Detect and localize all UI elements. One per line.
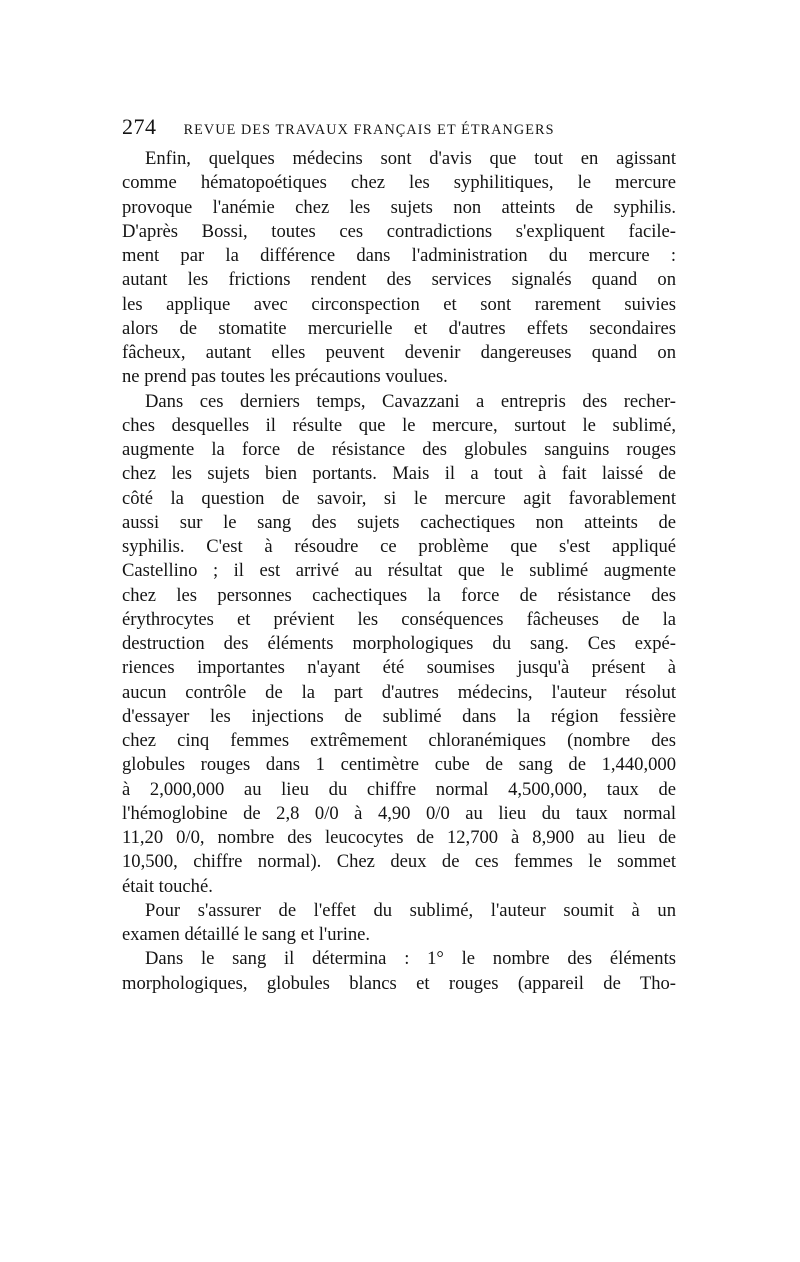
page-number: 274: [122, 114, 157, 139]
text-line: érythrocytes et prévient les conséquences fâcheuses de la: [122, 608, 676, 630]
text-line: l'hémoglobine de 2,8 0/0 à 4,90 0/0 au lieu du taux normal: [122, 802, 676, 824]
text-line: ches desquelles il résulte que le mercure, surtout le sublimé,: [122, 414, 676, 436]
paragraph-1: [122, 147, 676, 390]
text-line: Castellino ; il est arrivé au résultat que le sublimé augmente: [122, 560, 676, 582]
text-line: chez cinq femmes extrêmement chloranémiques (nombre des: [122, 730, 676, 751]
text-line: autant les frictions rendent des services signalés quand on: [122, 269, 676, 291]
text-line: comme hématopoétiques chez les syphilitiques, le mercure: [122, 172, 676, 194]
text-line: Enfin, quelques médecins sont d'avis que tout en agissant: [145, 148, 676, 169]
text-line: ment par la différence dans l'administration du mercure :: [122, 245, 676, 266]
text-line: riences importantes n'ayant été soumises jusqu'à présent à: [122, 657, 676, 679]
running-head: [122, 112, 682, 142]
text-line: aussi sur le sang des sujets cachectiques non atteints de: [122, 511, 676, 533]
text-line: d'essayer les injections de sublimé dans la région fessière: [122, 705, 676, 727]
text-line: à 2,000,000 au lieu du chiffre normal 4,500,000, taux de: [122, 778, 676, 800]
text-line: chez les sujets bien portants. Mais il a tout à fait laissé de: [122, 463, 676, 485]
text-line: examen détaillé le sang et l'urine.: [122, 924, 371, 945]
text-line: destruction des éléments morphologiques du sang. Ces expé-: [122, 633, 676, 654]
body-text: [122, 147, 676, 996]
text-line: augmente la force de résistance des globules sanguins rouges: [122, 439, 676, 460]
text-line: côté la question de savoir, si le mercure agit favorablement: [122, 487, 676, 509]
text-line: Dans ces derniers temps, Cavazzani a entrepris des recher-: [145, 390, 676, 412]
text-line: Pour s'assurer de l'effet du sublimé, l'auteur soumit à un: [145, 899, 676, 921]
text-line: ne prend pas toutes les précautions voulues.: [122, 366, 448, 388]
paragraph-3: [122, 899, 676, 948]
text-line: fâcheux, autant elles peuvent devenir dangereuses quand on: [122, 342, 676, 363]
paragraph-2: [122, 390, 676, 899]
text-line: 10,500, chiffre normal). Chez deux de ces femmes le sommet: [122, 851, 676, 873]
text-line: 11,20 0/0, nombre des leucocytes de 12,700 à 8,900 au lieu de: [122, 827, 676, 848]
running-title: REVUE DES TRAVAUX FRANÇAIS ET ÉTRANGERS: [183, 122, 555, 138]
text-line: provoque l'anémie chez les sujets non atteints de syphilis.: [122, 196, 676, 218]
text-line: morphologiques, globules blancs et rouges (appareil de Tho-: [122, 972, 676, 994]
text-line: les applique avec circonspection et sont rarement suivies: [122, 293, 676, 315]
text-line: syphilis. C'est à résoudre ce problème que s'est appliqué: [122, 536, 676, 557]
text-line: D'après Bossi, toutes ces contradictions s'expliquent facile-: [122, 220, 676, 242]
text-line: alors de stomatite mercurielle et d'autres effets secondaires: [122, 317, 676, 339]
text-line: Dans le sang il détermina : 1° le nombre des éléments: [145, 948, 676, 970]
text-line: était touché.: [122, 875, 213, 897]
text-line: aucun contrôle de la part d'autres médecins, l'auteur résolut: [122, 681, 676, 703]
paragraph-4: [122, 947, 676, 996]
text-line: globules rouges dans 1 centimètre cube de sang de 1,440,000: [122, 754, 676, 776]
text-line: chez les personnes cachectiques la force de résistance des: [122, 584, 676, 606]
